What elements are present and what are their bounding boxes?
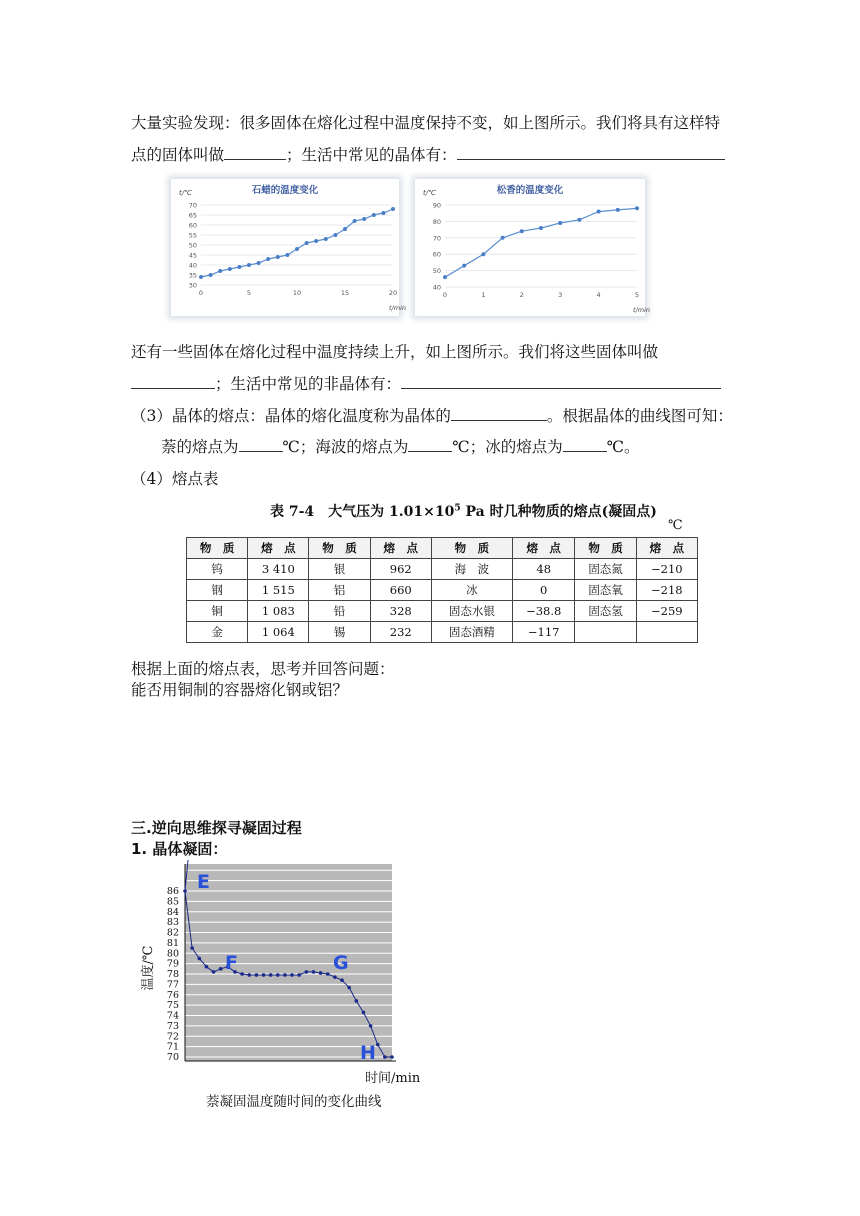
paraffin-chart-box xyxy=(171,179,406,316)
data-point xyxy=(319,971,323,975)
data-point xyxy=(391,207,395,211)
table-cell: −259 xyxy=(636,601,697,622)
table-cell: 固态水银 xyxy=(431,601,512,622)
para2-line2 xyxy=(131,374,721,394)
point-label-e: E xyxy=(197,871,210,893)
y-axis-label: t/℃ xyxy=(179,189,192,197)
table-row xyxy=(187,622,698,643)
data-point xyxy=(290,973,294,977)
data-point xyxy=(295,247,299,251)
table-cell: −210 xyxy=(636,559,697,580)
data-point xyxy=(353,219,357,223)
y-tick-label: 40 xyxy=(432,283,441,292)
table-cell: 固态氧 xyxy=(575,580,636,601)
x-tick-label: 5 xyxy=(634,291,640,299)
data-point xyxy=(276,255,280,259)
y-axis-label: 温度/℃ xyxy=(141,945,156,991)
y-tick-label: 84 xyxy=(166,906,179,918)
table-cell: 铝 xyxy=(309,580,370,601)
y-tick-label: 60 xyxy=(188,221,197,230)
data-point xyxy=(312,970,316,974)
chart-title: 松香的温度变化 xyxy=(496,185,564,196)
data-point xyxy=(297,973,301,977)
answer-blank[interactable] xyxy=(131,374,215,389)
x-tick-label: 10 xyxy=(292,289,302,297)
table-cell: 海 波 xyxy=(431,559,512,580)
table-cell: 1 064 xyxy=(248,622,309,643)
y-tick-label: 40 xyxy=(188,261,197,270)
table-cell: 0 xyxy=(512,580,575,601)
table-cell: 3 410 xyxy=(248,559,309,580)
table-cell: 锡 xyxy=(309,622,370,643)
table-row xyxy=(187,580,698,601)
data-point xyxy=(362,217,366,221)
data-point xyxy=(597,210,601,214)
table-cell: 钨 xyxy=(187,559,248,580)
data-point xyxy=(326,972,330,976)
y-tick-label: 70 xyxy=(188,201,197,210)
y-axis-label: t/℃ xyxy=(423,189,436,197)
y-tick-label: 90 xyxy=(432,201,441,210)
q3-line1-a: （3）晶体的熔点：晶体的熔化温度称为晶体的 xyxy=(131,407,451,425)
y-tick-label: 82 xyxy=(166,927,179,939)
table-caption-suffix: Pa 时几种物质的熔点(凝固点) xyxy=(460,504,657,520)
y-tick-label: 75 xyxy=(166,1000,179,1012)
data-point xyxy=(276,973,280,977)
y-tick-label: 79 xyxy=(166,958,179,970)
answer-blank[interactable] xyxy=(401,374,721,389)
data-point xyxy=(218,269,222,273)
x-tick-label: 1 xyxy=(481,291,486,299)
data-point xyxy=(199,275,203,279)
y-tick-label: 86 xyxy=(166,886,179,897)
data-point xyxy=(205,965,209,969)
y-tick-label: 71 xyxy=(166,1041,179,1053)
para1-line2-a: 点的固体叫做 xyxy=(131,146,225,164)
header-cell: 熔 点 xyxy=(248,538,309,559)
q3-line2-c: ℃；冰的熔点为 xyxy=(452,438,563,456)
question-line1: 根据上面的熔点表，思考并回答问题： xyxy=(131,660,395,678)
data-point xyxy=(381,211,385,215)
point-label-g: G xyxy=(333,952,349,974)
answer-blank[interactable] xyxy=(457,145,725,160)
data-point xyxy=(333,975,337,979)
y-tick-label: 70 xyxy=(166,1052,179,1063)
data-point xyxy=(343,227,347,231)
answer-blank[interactable] xyxy=(224,145,286,160)
x-tick-label: 20 xyxy=(388,289,398,297)
answer-blank[interactable] xyxy=(408,437,452,452)
data-point xyxy=(314,239,318,243)
q3-line1-b: 。根据晶体的曲线图可知： xyxy=(546,407,733,425)
table-cell: 固态氮 xyxy=(575,559,636,580)
data-point xyxy=(501,236,505,240)
data-point xyxy=(539,226,543,230)
table-cell: −117 xyxy=(512,622,575,643)
header-cell: 熔 点 xyxy=(512,538,575,559)
section3-sub: 1. 晶体凝固： xyxy=(131,840,228,858)
y-tick-label: 45 xyxy=(188,251,197,260)
table-cell: 银 xyxy=(309,559,370,580)
q4-label: （4）熔点表 xyxy=(131,470,219,488)
x-tick-label: 0 xyxy=(198,289,204,297)
y-tick-label: 55 xyxy=(188,231,197,240)
table-cell: 1 515 xyxy=(248,580,309,601)
data-point xyxy=(283,973,287,977)
data-point xyxy=(240,972,244,976)
header-cell: 物 质 xyxy=(575,538,636,559)
naphthalene-chart xyxy=(130,858,440,1088)
point-label-h: H xyxy=(360,1042,376,1064)
y-tick-label: 80 xyxy=(432,217,441,226)
y-tick-label: 50 xyxy=(188,241,197,250)
data-point xyxy=(462,264,466,268)
y-tick-label: 72 xyxy=(166,1031,179,1043)
data-point xyxy=(577,218,581,222)
data-point xyxy=(257,261,261,265)
table-cell: −38.8 xyxy=(512,601,575,622)
y-tick-label: 50 xyxy=(432,267,441,276)
x-axis-label: 时间/min xyxy=(365,1071,421,1086)
table-cell: 962 xyxy=(370,559,431,580)
table-cell: 1 083 xyxy=(248,601,309,622)
data-point xyxy=(228,267,232,271)
y-tick-label: 73 xyxy=(166,1020,179,1032)
point-label-f: F xyxy=(225,952,238,974)
data-point xyxy=(340,978,344,982)
rosin-chart-box xyxy=(415,179,650,316)
para2-line2-b: ；生活中常见的非晶体有： xyxy=(215,375,402,393)
data-point xyxy=(372,213,376,217)
q3-line2-d: ℃。 xyxy=(606,438,640,456)
q3-line1 xyxy=(131,406,733,426)
y-tick-label: 81 xyxy=(166,937,179,949)
header-cell: 熔 点 xyxy=(370,538,431,559)
data-point xyxy=(247,263,251,267)
y-tick-label: 80 xyxy=(166,948,179,960)
table-cell: 48 xyxy=(512,559,575,580)
question-line2: 能否用铜制的容器熔化钢或铝？ xyxy=(131,681,349,699)
table-cell: 328 xyxy=(370,601,431,622)
data-point xyxy=(212,970,216,974)
x-axis-label: t/min xyxy=(633,306,650,314)
y-tick-label: 85 xyxy=(166,896,179,908)
table-cell: 铅 xyxy=(309,601,370,622)
table-cell: 232 xyxy=(370,622,431,643)
data-point xyxy=(635,206,639,210)
table-row xyxy=(187,601,698,622)
data-point xyxy=(362,1011,366,1015)
data-point xyxy=(269,973,273,977)
table-row xyxy=(187,559,698,580)
data-point xyxy=(262,973,266,977)
paraffin-chart xyxy=(171,179,406,316)
data-point xyxy=(333,233,337,237)
table-caption xyxy=(270,501,657,521)
y-tick-label: 83 xyxy=(166,917,179,929)
data-point xyxy=(481,252,485,256)
data-point xyxy=(390,1055,394,1059)
data-point xyxy=(324,237,328,241)
table-caption-prefix: 表 7-4 大气压为 1.01×10 xyxy=(270,504,455,520)
table-cell xyxy=(636,622,697,643)
data-point xyxy=(247,973,251,977)
table-header-row xyxy=(187,538,698,559)
y-tick-label: 65 xyxy=(188,211,197,220)
q3-line2 xyxy=(161,437,640,457)
y-tick-label: 35 xyxy=(188,271,197,280)
para1-line2-b: ；生活中常见的晶体有： xyxy=(286,146,457,164)
q3-line2-b: ℃；海波的熔点为 xyxy=(282,438,409,456)
x-tick-label: 0 xyxy=(442,291,448,299)
data-point xyxy=(369,1024,373,1028)
para2-line1: 还有一些固体在熔化过程中温度持续上升，如上图所示。我们将这些固体叫做 xyxy=(131,343,659,361)
data-point xyxy=(616,208,620,212)
section3-heading: 三.逆向思维探寻凝固过程 xyxy=(131,819,302,837)
para1-line2 xyxy=(131,145,725,165)
x-tick-label: 3 xyxy=(558,291,563,299)
plot-background xyxy=(185,864,392,1061)
y-tick-label: 74 xyxy=(166,1010,179,1022)
data-point xyxy=(383,1055,387,1059)
data-point xyxy=(305,970,309,974)
header-cell: 熔 点 xyxy=(636,538,697,559)
data-point xyxy=(197,957,201,961)
data-point xyxy=(443,275,447,279)
data-point xyxy=(183,889,187,893)
data-point xyxy=(347,986,351,990)
x-axis-label: t/min xyxy=(389,304,406,312)
melting-point-table xyxy=(186,537,698,643)
data-point xyxy=(305,241,309,245)
x-tick-label: 2 xyxy=(519,291,524,299)
y-tick-label: 76 xyxy=(166,989,179,1001)
para1-line1: 大量实验发现：很多固体在熔化过程中温度保持不变，如上图所示。我们将具有这样特 xyxy=(131,114,721,132)
q3-line2-a: 萘的熔点为 xyxy=(161,438,239,456)
data-point xyxy=(266,257,270,261)
table-caption-exp: 5 xyxy=(454,503,461,514)
table-cell: 固态酒精 xyxy=(431,622,512,643)
y-tick-label: 78 xyxy=(166,969,179,980)
data-point xyxy=(376,1043,380,1047)
y-tick-label: 30 xyxy=(188,281,197,290)
x-tick-label: 15 xyxy=(340,289,350,297)
data-point xyxy=(209,273,213,277)
answer-blank[interactable] xyxy=(451,406,547,421)
chart-title: 石蜡的温度变化 xyxy=(251,185,319,196)
series-line xyxy=(445,208,637,277)
x-tick-label: 4 xyxy=(596,291,601,299)
header-cell: 物 质 xyxy=(431,538,512,559)
table-cell: 冰 xyxy=(431,580,512,601)
naphthalene-caption: 萘凝固温度随时间的变化曲线 xyxy=(206,1094,382,1110)
table-cell: 固态氢 xyxy=(575,601,636,622)
y-tick-label: 60 xyxy=(432,250,441,259)
data-point xyxy=(237,265,241,269)
table-unit: ℃ xyxy=(668,518,683,533)
x-tick-label: 5 xyxy=(246,289,252,297)
header-cell: 物 质 xyxy=(187,538,248,559)
y-tick-label: 70 xyxy=(432,234,441,243)
answer-blank[interactable] xyxy=(563,437,607,452)
table-cell: −218 xyxy=(636,580,697,601)
table-cell: 铜 xyxy=(187,601,248,622)
table-cell: 金 xyxy=(187,622,248,643)
data-point xyxy=(190,946,194,950)
table-cell xyxy=(575,622,636,643)
y-tick-label: 77 xyxy=(166,979,179,991)
table-cell: 钢 xyxy=(187,580,248,601)
data-point xyxy=(558,221,562,225)
data-point xyxy=(255,973,259,977)
table-cell: 660 xyxy=(370,580,431,601)
answer-blank[interactable] xyxy=(239,437,283,452)
rosin-chart xyxy=(415,179,650,316)
data-point xyxy=(520,229,524,233)
header-cell: 物 质 xyxy=(309,538,370,559)
data-point xyxy=(219,967,223,971)
data-point xyxy=(355,999,359,1003)
data-point xyxy=(285,253,289,257)
